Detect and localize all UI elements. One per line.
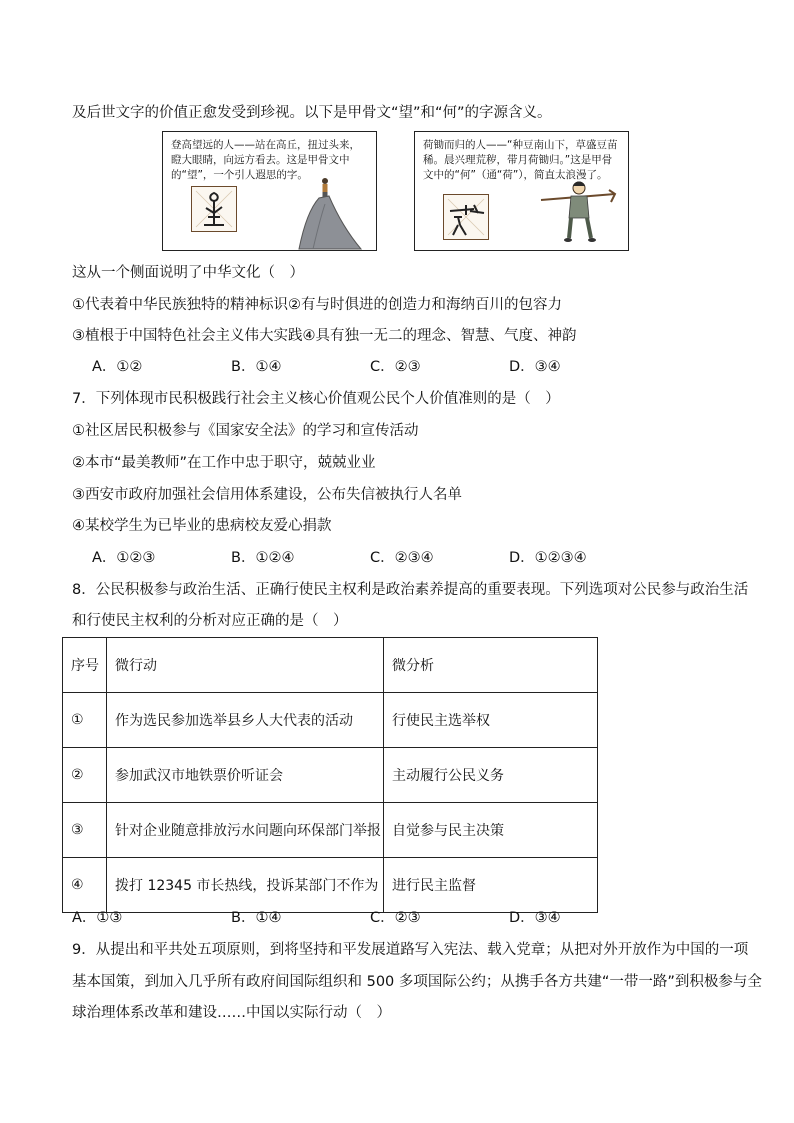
q7-item-4: ④某校学生为已毕业的患病校友爱心捐款 (72, 518, 332, 534)
table-cell: 行使民主选举权 (384, 693, 598, 748)
glyph-he-icon (444, 195, 488, 239)
q6-option-c[interactable]: C．②③ (370, 359, 421, 375)
table-cell: 自觉参与民主决策 (384, 803, 598, 858)
farmer-hoe-icon (539, 178, 619, 248)
table-header-row (63, 638, 598, 693)
glyph-wang-icon (192, 187, 236, 231)
q6-statement-2: ③植根于中国特色社会主义伟大实践④具有独一无二的理念、智慧、气度、神韵 (72, 328, 577, 344)
table-row (63, 748, 598, 803)
table-header-cell: 序号 (63, 638, 107, 693)
q8-stem-2: 和行使民主权利的分析对应正确的是（ ） (72, 613, 348, 629)
table-header-cell: 微分析 (384, 638, 598, 693)
q6-options (92, 357, 648, 377)
table-cell: 进行民主监督 (384, 858, 598, 913)
table-row (63, 693, 598, 748)
q6-option-d[interactable]: D．③④ (509, 359, 561, 375)
q7-item-2: ②本市“最美教师”在工作中忠于职守，兢兢业业 (72, 455, 376, 471)
hill-person-icon (291, 174, 363, 250)
table-cell: ③ (63, 803, 107, 858)
card-he-text: 荷锄而归的人——“种豆南山下，草盛豆苗稀。晨兴理荒秽，带月荷锄归。”这是甲骨文中的“何”（通“荷”），简直太浪漫了。 (423, 139, 618, 181)
q8-options (72, 908, 648, 928)
intro-line: 及后世文字的价值正愈发受到珍视。以下是甲骨文“望”和“何”的字源含义。 (72, 105, 552, 121)
q8-stem-1: 8．公民积极参与政治生活、正确行使民主权利是政治素养提高的重要表现。下列选项对公民参与政治生活 (72, 582, 749, 598)
q9-line-1: 9．从提出和平共处五项原则，到将坚持和平发展道路写入宪法、载入党章；从把对外开放作为中国的一项 (72, 942, 749, 958)
q6-stem: 这从一个侧面说明了中华文化（ ） (72, 265, 304, 281)
q7-item-1: ①社区居民积极参与《国家安全法》的学习和宣传活动 (72, 423, 419, 439)
oracle-card-he (414, 131, 629, 251)
q7-options (92, 548, 648, 568)
table-cell: ④ (63, 858, 107, 913)
table-cell: 参加武汉市地铁票价听证会 (107, 748, 384, 803)
table-header-cell: 微行动 (107, 638, 384, 693)
table-cell: 作为选民参加选举县乡人大代表的活动 (107, 693, 384, 748)
table-cell: 针对企业随意排放污水问题向环保部门举报 (107, 803, 384, 858)
table-cell: 拨打 12345 市长热线，投诉某部门不作为 (107, 858, 384, 913)
table-cell: ① (63, 693, 107, 748)
table-row (63, 858, 598, 913)
q7-option-d[interactable]: D．①②③④ (509, 550, 587, 566)
q6-option-a[interactable]: A．①② (92, 359, 143, 375)
table-cell: 主动履行公民义务 (384, 748, 598, 803)
oracle-glyph-he (443, 194, 489, 240)
q8-option-d[interactable]: D．③④ (509, 910, 561, 926)
q8-table (62, 637, 598, 913)
oracle-card-wang (162, 131, 377, 251)
card-wang-text: 登高望远的人——站在高丘，扭过头来，瞪大眼睛，向远方看去。这是甲骨文中的“望”，一个引人遐思的字。 (171, 139, 360, 181)
q6-option-b[interactable]: B．①④ (231, 359, 282, 375)
oracle-glyph-wang (191, 186, 237, 232)
q7-stem: 7．下列体现市民积极践行社会主义核心价值观公民个人价值准则的是（ ） (72, 391, 560, 407)
table-cell: ② (63, 748, 107, 803)
q7-option-a[interactable]: A．①②③ (92, 550, 156, 566)
q9-line-2: 基本国策，到加入几乎所有政府间国际组织和 500 多项国际公约；从携手各方共建“一带一路”到积极参与全 (72, 974, 762, 990)
q7-item-3: ③西安市政府加强社会信用体系建设，公布失信被执行人名单 (72, 487, 462, 503)
q9-line-3: 球治理体系改革和建设……中国以实际行动（ ） (72, 1005, 391, 1021)
q6-statement-1: ①代表着中华民族独特的精神标识②有与时俱进的创造力和海纳百川的包容力 (72, 297, 562, 313)
q8-option-b[interactable]: B．①④ (231, 910, 282, 926)
q8-option-a[interactable]: A．①③ (72, 910, 123, 926)
q7-option-b[interactable]: B．①②④ (231, 550, 295, 566)
q7-option-c[interactable]: C．②③④ (370, 550, 434, 566)
q8-option-c[interactable]: C．②③ (370, 910, 421, 926)
table-row (63, 803, 598, 858)
